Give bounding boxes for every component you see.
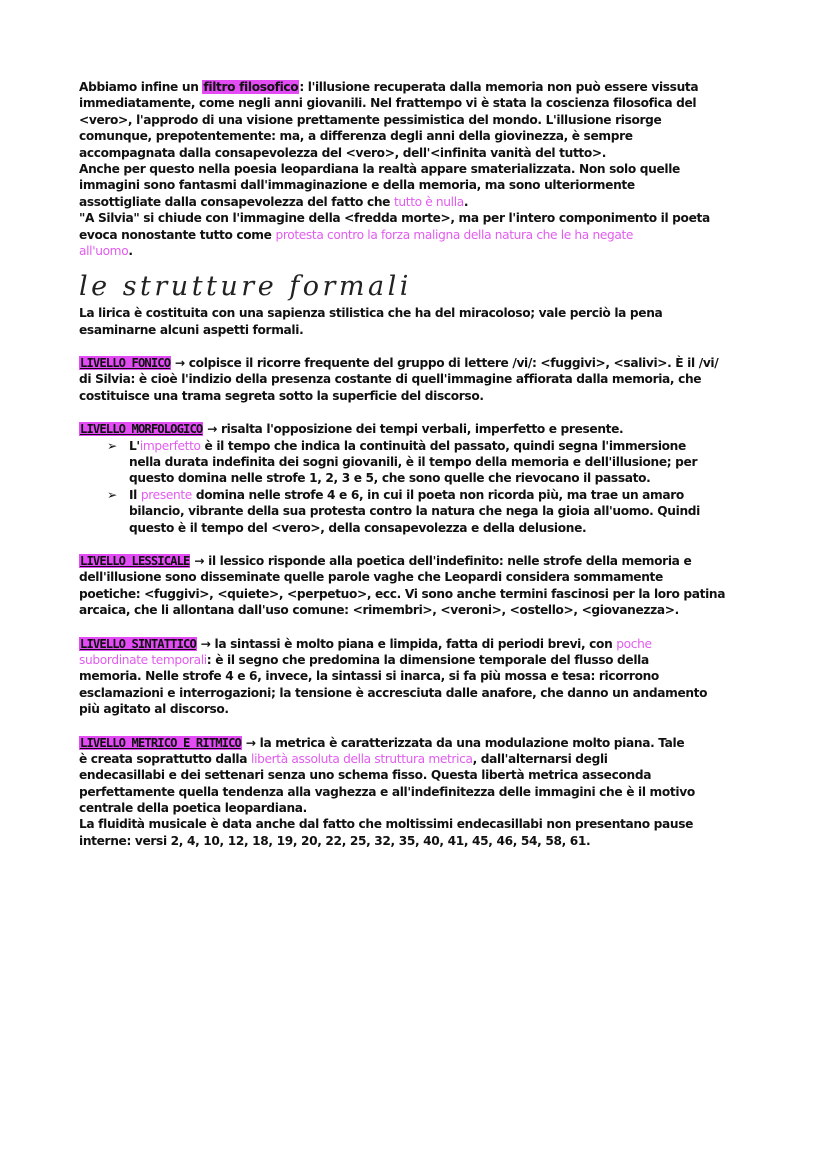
text-span: , dall'alternarsi degli — [472, 751, 608, 766]
text-span: . — [463, 194, 469, 209]
level-label: LIVELLO MORFOLOGICO — [80, 422, 203, 437]
arrowhead-bullet-icon: ➢ — [107, 487, 117, 502]
text-line: <vero>, l'approdo di una visione prettamente pessimistica del mondo. L'illusione risorge — [79, 112, 662, 127]
pink-emphasis: subordinate temporali — [79, 652, 207, 667]
text-span: domina nelle strofe 4 e 6, in cui il poeta non ricorda più, ma trae un amaro — [191, 487, 684, 502]
text-span: : l'illusione recuperata dalla memoria non può essere vissuta — [299, 80, 699, 94]
text-line — [79, 79, 751, 95]
arrow-icon: → — [200, 636, 211, 651]
spacer — [79, 338, 751, 355]
livello-lessicale — [79, 553, 751, 619]
text-line: "A Silvia" si chiude con l'immagine della <fredda morte>, ma per l'intero componimento il poeta — [79, 211, 710, 226]
text-span: . — [128, 243, 133, 258]
livello-fonico — [79, 355, 751, 404]
text-line: dell'illusione sono disseminate quelle parole vaghe che Leopardi considera sommamente — [79, 570, 663, 585]
text-line: centrale della poetica leopardiana. — [79, 801, 307, 816]
text-line: bilancio, vibrante della sua protesta contro la natura che nega la gioia all'uomo. Quindi — [129, 504, 700, 519]
text-span: è creata soprattutto dalla — [79, 751, 252, 766]
spacer — [79, 718, 751, 735]
text-line: memoria. Nelle strofe 4 e 6, invece, la sintassi si inarca, si fa più mossa e tesa: ricorrono — [79, 669, 659, 684]
spacer — [79, 619, 751, 636]
arrow-icon: → — [245, 735, 256, 750]
text-line: Anche per questo nella poesia leopardiana la realtà appare smaterializzata. Non solo quelle — [79, 161, 680, 176]
text-line — [79, 652, 751, 668]
text-span: : è il segno che predomina la dimensione temporale del flusso della — [206, 652, 649, 667]
text-line: costituisce una trama segreta sotto la superficie del discorso. — [79, 388, 484, 403]
text-span: evoca nonostante tutto come — [79, 227, 276, 242]
text-span: la sintassi è molto piana e limpida, fatta di periodi brevi, con — [210, 636, 617, 651]
highlighted-term: filtro filosofico — [203, 80, 299, 94]
pink-emphasis: libertà assoluta della struttura metrica — [251, 751, 473, 766]
text-line: immediatamente, come negli anni giovanili. Nel frattempo vi è stata la coscienza filosofica del — [79, 96, 697, 111]
level-label: LIVELLO FONICO — [80, 356, 171, 371]
livello-sintattico — [79, 636, 751, 718]
text-line: nella durata indefinita dei sogni giovanili, è il tempo della memoria e dell'illusione; per — [129, 455, 698, 470]
text-span: assottigliate dalla consapevolezza del fatto che — [79, 194, 394, 209]
text-line: esaminarne alcuni aspetti formali. — [79, 322, 304, 337]
text-span: risalta l'opposizione dei tempi verbali, imperfetto e presente. — [217, 422, 624, 437]
text-line: questo domina nelle strofe 1, 2, 3 e 5, che sono quelle che rievocano il passato. — [129, 471, 651, 486]
text-line — [79, 421, 751, 437]
text-span: è il tempo che indica la continuità del passato, quindi segna l'immersione — [200, 438, 686, 453]
arrow-icon: → — [207, 422, 218, 437]
text-line: La fluidità musicale è data anche dal fatto che moltissimi endecasillabi non presentano pause — [79, 817, 694, 832]
arrow-icon: → — [175, 356, 185, 371]
text-span: L' — [129, 438, 140, 453]
pink-emphasis: all'uomo — [79, 243, 129, 258]
pink-emphasis: presente — [140, 487, 192, 502]
text-line — [79, 194, 751, 210]
level-label: LIVELLO LESSICALE — [80, 553, 190, 568]
level-label: LIVELLO SINTATTICO — [80, 636, 196, 651]
text-line: esclamazioni e interrogazioni; la tensione è accresciuta dalle anafore, che danno un andamento — [79, 685, 708, 700]
level-label: LIVELLO METRICO E RITMICO — [80, 735, 241, 750]
text-line: La lirica è costituita con una sapienza stilistica che ha del miracoloso; vale perciò la pena — [79, 306, 663, 321]
text-line — [79, 243, 751, 259]
pink-emphasis: tutto è nulla — [393, 194, 464, 209]
document-page — [79, 79, 751, 849]
intro-paragraph — [79, 79, 751, 259]
text-line: più agitato al discorso. — [79, 702, 229, 717]
spacer — [79, 536, 751, 553]
text-line: immagini sono fantasmi dall'immaginazione e della memoria, ma sono ulteriormente — [79, 178, 635, 193]
text-line — [79, 227, 751, 243]
section-title: le strutture formali — [79, 271, 412, 303]
text-line — [79, 553, 751, 569]
text-line: arcaica, che li allontana dall'uso comune: <rimembri>, <veroni>, <ostello>, <giovanezza>. — [79, 603, 679, 618]
arrow-icon: → — [194, 553, 205, 568]
text-span: Abbiamo infine un — [79, 80, 203, 94]
text-line: accompagnata dalla consapevolezza del <vero>, dell'<infinita vanità del tutto>. — [79, 145, 607, 160]
text-line — [79, 735, 751, 751]
text-line: di Silvia: è cioè l'indizio della presenza costante di quell'immagine affiorata dalla memoria, che — [79, 372, 702, 387]
text-line: perfettamente quella tendenza alla vaghezza e all'indefinitezza delle immagini che è il motivo — [79, 784, 695, 799]
text-span: la metrica è caratterizzata da una modulazione molto piana. Tale — [255, 735, 685, 750]
spacer — [79, 404, 751, 421]
pink-emphasis: protesta contro la forza maligna della natura che le ha negate — [275, 227, 634, 242]
text-span: colpisce il ricorre frequente del gruppo di lettere /vi/: <fuggivi>, <salivi>. È il /vi/ — [184, 356, 719, 371]
livello-morfologico — [79, 421, 751, 536]
bullet-item — [79, 438, 751, 454]
text-line — [79, 751, 751, 767]
livello-metrico-ritmico — [79, 735, 751, 850]
bullet-item — [79, 487, 751, 503]
text-span: Il — [129, 487, 141, 502]
text-line — [79, 355, 751, 371]
text-span: il lessico risponde alla poetica dell'indefinito: nelle strofe della memoria e — [204, 553, 692, 568]
text-line: comunque, prepotentemente: ma, a differenza degli anni della giovinezza, è sempre — [79, 129, 633, 144]
text-line: interne: versi 2, 4, 10, 12, 18, 19, 20, 22, 25, 32, 35, 40, 41, 45, 46, 54, 58, 61. — [79, 833, 591, 848]
text-line — [79, 636, 751, 652]
pink-emphasis: imperfetto — [139, 438, 201, 453]
section-intro — [79, 305, 751, 338]
arrowhead-bullet-icon: ➢ — [107, 438, 117, 453]
text-line: endecasillabi e dei settenari senza uno schema fisso. Questa libertà metrica asseconda — [79, 768, 652, 783]
text-line: questo è il tempo del <vero>, della consapevolezza e della delusione. — [129, 520, 587, 535]
text-line: poetiche: <fuggivi>, <quiete>, <perpetuo>, ecc. Vi sono anche termini fascinosi per la loro patina — [79, 586, 726, 601]
pink-emphasis: poche — [616, 636, 652, 651]
